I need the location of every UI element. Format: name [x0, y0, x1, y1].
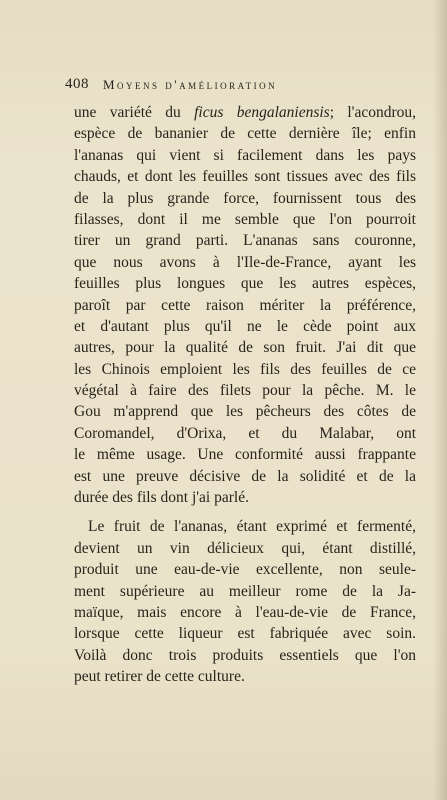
text-line: que nous avons à l'Ile-de-France, ayant les: [74, 253, 416, 271]
text-segment: ; l'acondrou,: [329, 104, 416, 121]
text-line: devient un vin délicieux qui, étant distillé,: [74, 539, 416, 557]
text-line: Le fruit de l'ananas, étant exprimé et fermenté,: [88, 518, 416, 536]
text-line: filasses, dont il me semble que l'on pourroit: [74, 210, 416, 228]
text-line: végétal à faire des filets pour la pêche. M. le: [74, 382, 416, 400]
text-line: peut retirer de cette culture.: [74, 668, 245, 686]
text-line: espèce de bananier de cette dernière île; enfin: [74, 125, 416, 143]
text-line: le même usage. Une conformité aussi frappante: [74, 446, 416, 464]
text-line: paroît par cette raison mériter la préférence,: [74, 296, 416, 314]
text-line: ment supérieure au meilleur rome de la Ja-: [74, 582, 416, 600]
body-text: [74, 102, 416, 688]
text-line: tirer un grand parti. L'ananas sans couronne,: [74, 232, 416, 250]
text-line: produit une eau-de-vie excellente, non seule-: [74, 561, 416, 579]
text-line: est une preuve décisive de la solidité et de la: [74, 467, 416, 485]
running-head: Moyens d'amélioration: [103, 77, 278, 92]
text-line: et d'autant plus qu'il ne le cède point aux: [74, 317, 416, 335]
text-line: chauds, et dont les feuilles sont tissues avec des fils: [74, 168, 416, 186]
page-fold-shadow: [433, 0, 447, 800]
text-line: Gou m'apprend que les pêcheurs des côtes de: [74, 403, 416, 421]
text-segment: une variété du: [74, 104, 195, 121]
text-line: les Chinois emploient les fils des feuilles de ce: [74, 360, 416, 378]
text-line: l'ananas qui vient si facilement dans les pays: [74, 146, 416, 164]
text-line: feuilles plus longues que les autres espèces,: [74, 275, 416, 293]
paragraph-1: [74, 102, 416, 508]
text-line: Coromandel, d'Orixa, et du Malabar, ont: [74, 424, 416, 442]
page-number: 408: [65, 76, 89, 92]
text-line: [74, 102, 416, 123]
text-line: autres, pour la qualité de son fruit. J'ai dit que: [74, 339, 416, 357]
text-line: de la plus grande force, fournissent tous des: [74, 189, 416, 207]
text-line: maïque, mais encore à l'eau-de-vie de France,: [74, 603, 416, 621]
paragraph-2: [74, 516, 416, 687]
species-name: ficus bengalaniensis: [194, 104, 330, 121]
text-line: durée des fils dont j'ai parlé.: [74, 489, 249, 507]
text-line: lorsque cette liqueur est fabriquée avec soin.: [74, 625, 416, 643]
page-header: [65, 76, 395, 96]
paragraph-gap: [74, 508, 416, 516]
text-line: Voilà donc trois produits essentiels que l'on: [74, 646, 416, 664]
